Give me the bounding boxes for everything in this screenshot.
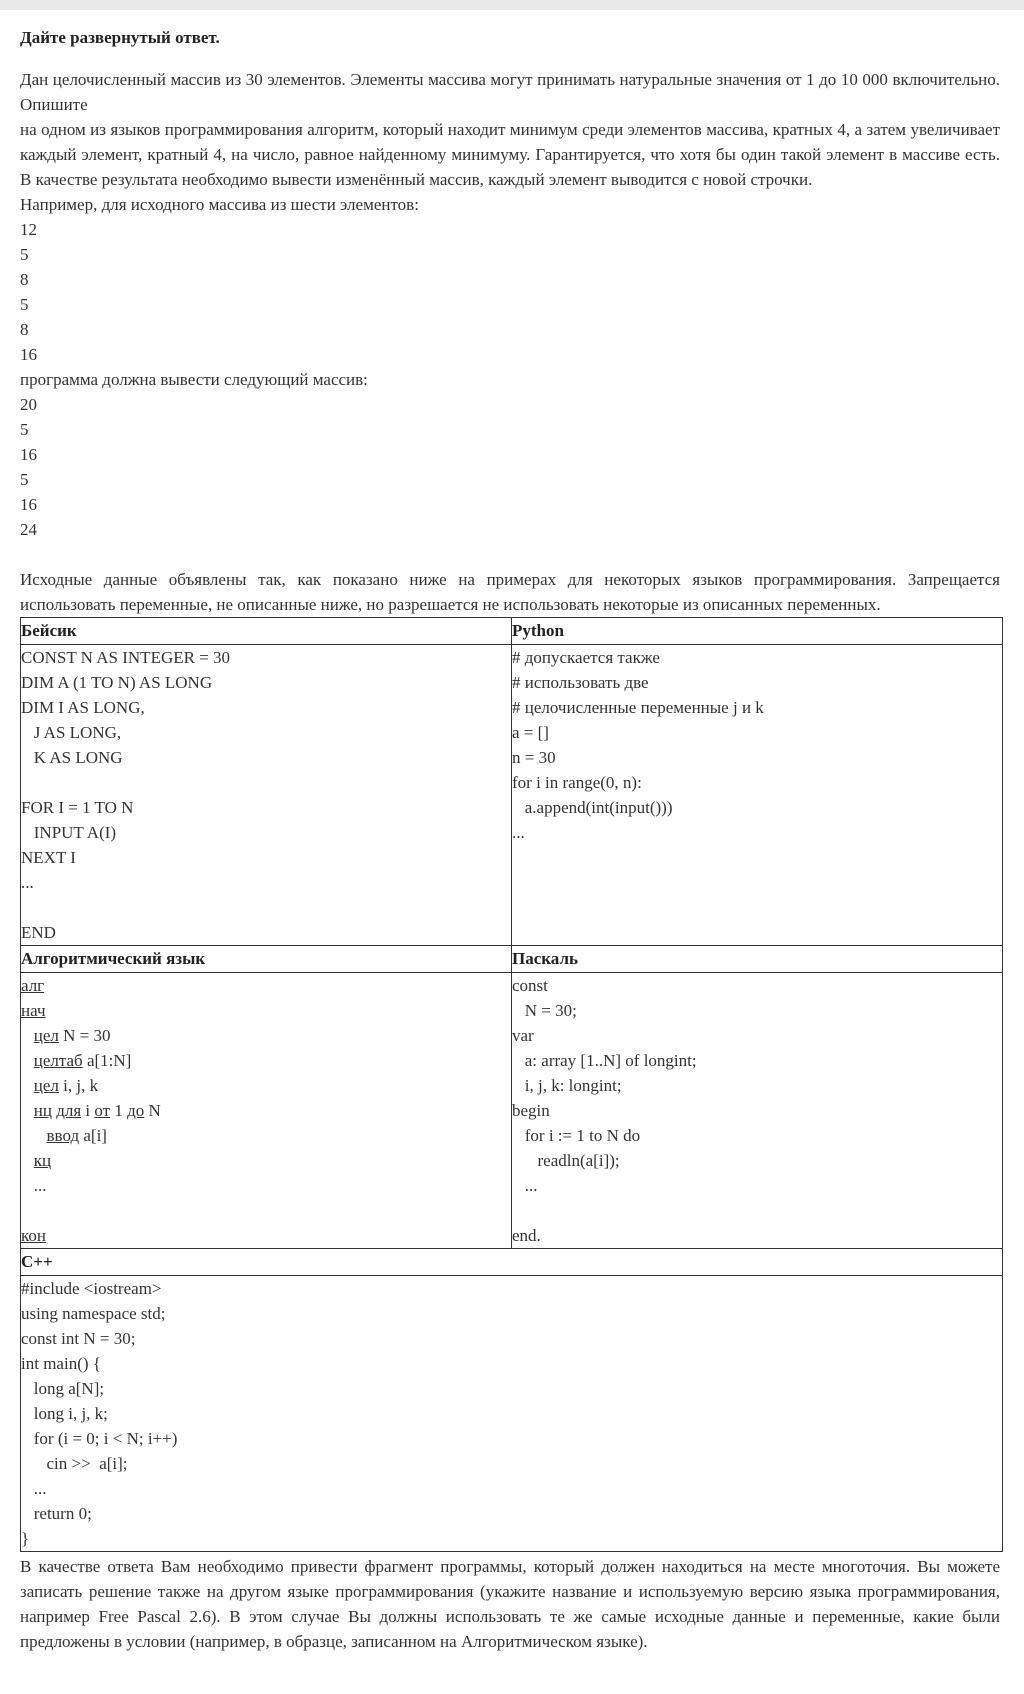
- alg-title: Алгоритмический язык: [21, 949, 206, 968]
- indent: [21, 1151, 34, 1170]
- example-input-value: 5: [20, 245, 29, 264]
- indent: [21, 1051, 34, 1070]
- code-line: [21, 1198, 511, 1223]
- code-line: for i := 1 to N do: [512, 1126, 641, 1145]
- code-line: var: [512, 1026, 534, 1045]
- code-line: a: array [1..N] of longint;: [512, 1051, 697, 1070]
- indent: [21, 1076, 34, 1095]
- code-table: [20, 617, 1003, 1552]
- python-code-cell: [512, 645, 1003, 946]
- example-input-value: 12: [20, 220, 37, 239]
- task-content: [20, 26, 1000, 1654]
- code-line: [21, 1223, 511, 1248]
- alg-code-cell: [21, 973, 512, 1249]
- example-output-value: 5: [20, 470, 29, 489]
- code-text: 1: [110, 1101, 128, 1120]
- code-line: long i, j, k;: [21, 1404, 108, 1423]
- cpp-title: C++: [21, 1252, 53, 1271]
- code-line: [21, 1098, 511, 1123]
- code-line: # целочисленные переменные j и k: [512, 698, 764, 717]
- keyword: кц: [33, 1151, 52, 1170]
- cpp-code-cell: [21, 1276, 1003, 1552]
- pascal-code-cell: [512, 973, 1003, 1249]
- indent: [21, 1126, 47, 1145]
- keyword: алг: [21, 976, 45, 995]
- top-strip: [0, 0, 1024, 10]
- code-line: ...: [512, 823, 525, 842]
- code-line: return 0;: [21, 1504, 92, 1523]
- keyword: от: [94, 1101, 111, 1120]
- example-output-value: 16: [20, 495, 37, 514]
- example-input-value: 8: [20, 270, 29, 289]
- code-line: END: [21, 923, 56, 942]
- intro-line-1: Дан целочисленный массив из 30 элементов. Элементы массива могут принимать натуральные значения от 1 до 10 000 включительно. Опишите: [20, 70, 1000, 114]
- basic-header-cell: [21, 618, 512, 645]
- keyword: целтаб: [33, 1051, 83, 1070]
- code-line: using namespace std;: [21, 1304, 166, 1323]
- code-line: DIM A (1 TO N) AS LONG: [21, 673, 213, 692]
- code-text: a[1:N]: [82, 1051, 132, 1070]
- code-line: N = 30;: [512, 1001, 577, 1020]
- code-line: [21, 998, 511, 1023]
- python-header-cell: [512, 618, 1003, 645]
- intro-line-2: на одном из языков программирования алгоритм, который находит минимум среди элементов массива, кратных 4, а затем увеличивает каждый элемент, кратный 4, на число, равное найденному минимуму. Гарантируется, что хотя бы один такой элемент в массиве есть. В качестве результата необходимо вывести изменённый массив, каждый элемент выводится с новой строчки.: [20, 120, 1000, 189]
- code-line: J AS LONG,: [21, 723, 122, 742]
- code-line: for (i = 0; i < N; i++): [21, 1429, 178, 1448]
- code-line: [512, 1198, 1002, 1223]
- code-line: const int N = 30;: [21, 1329, 136, 1348]
- code-line: NEXT I: [21, 848, 76, 867]
- basic-code-cell: [21, 645, 512, 946]
- example-output-value: 20: [20, 395, 37, 414]
- code-line: DIM I AS LONG,: [21, 698, 145, 717]
- code-line: CONST N AS INTEGER = 30: [21, 648, 231, 667]
- code-text: N: [144, 1101, 161, 1120]
- code-line: n = 30: [512, 748, 556, 767]
- keyword: цел: [33, 1026, 59, 1045]
- example-input-value: 16: [20, 345, 37, 364]
- code-line: INPUT A(I): [21, 823, 117, 842]
- example-input-value: 8: [20, 320, 29, 339]
- blank-gap: [20, 542, 1000, 567]
- code-text: i: [81, 1101, 95, 1120]
- example-input-list: [20, 217, 1000, 367]
- pascal-header-cell: [512, 946, 1003, 973]
- example-output-value: 16: [20, 445, 37, 464]
- code-line: cin >> a[i];: [21, 1454, 128, 1473]
- code-line: }: [21, 1529, 30, 1548]
- code-line: const: [512, 976, 548, 995]
- answer-instructions: В качестве ответа Вам необходимо привести фрагмент программы, который должен находиться на месте многоточия. Вы можете записать решение также на другом языке программирования (укажите название и используемую версию языка программирования, например Free Pascal 2.6). В этом случае Вы должны использовать те же самые исходные данные и переменные, какие были предложены в условии (например, в образце, записанном на Алгоритмическом языке).: [20, 1557, 1000, 1651]
- example-output-value: 24: [20, 520, 37, 539]
- keyword: цел: [33, 1076, 59, 1095]
- python-title: Python: [512, 621, 564, 640]
- indent: [21, 1026, 34, 1045]
- code-text: N = 30: [58, 1026, 111, 1045]
- code-line: [21, 1048, 511, 1073]
- example-output-value: 5: [20, 420, 29, 439]
- example-intro: Например, для исходного массива из шести элементов:: [20, 195, 419, 214]
- code-line: [21, 895, 511, 920]
- indent: [21, 1101, 34, 1120]
- code-line: a.append(int(input())): [512, 798, 673, 817]
- code-line: readln(a[i]);: [512, 1151, 620, 1170]
- code-line: ...: [21, 873, 34, 892]
- code-line: [21, 770, 511, 795]
- code-line: a = []: [512, 723, 549, 742]
- keyword: нц: [33, 1101, 52, 1120]
- code-text: a[i]: [79, 1126, 107, 1145]
- code-line: [21, 1073, 511, 1098]
- declarations-text: Исходные данные объявлены так, как показано ниже на примерах для некоторых языков программирования. Запрещается использовать переменные, не описанные ниже, но разрешается не использовать некоторые из описанных переменных.: [20, 570, 1000, 614]
- code-line: [21, 973, 511, 998]
- example-output-list: [20, 392, 1000, 542]
- code-line: #include <iostream>: [21, 1279, 162, 1298]
- keyword: кон: [21, 1226, 46, 1245]
- code-line: [21, 1148, 511, 1173]
- code-line: begin: [512, 1101, 550, 1120]
- code-line: # использовать две: [512, 673, 649, 692]
- code-line: [21, 1123, 511, 1148]
- pascal-title: Паскаль: [512, 949, 578, 968]
- code-line: end.: [512, 1226, 541, 1245]
- code-line: FOR I = 1 TO N: [21, 798, 134, 817]
- code-line: ...: [21, 1176, 47, 1195]
- code-line: for i in range(0, n):: [512, 773, 642, 792]
- code-line: long a[N];: [21, 1379, 105, 1398]
- alg-header-cell: [21, 946, 512, 973]
- keyword: для: [56, 1101, 82, 1120]
- code-line: ...: [512, 1176, 538, 1195]
- code-line: int main() {: [21, 1354, 101, 1373]
- code-text: i, j, k: [58, 1076, 99, 1095]
- keyword: нач: [21, 1001, 46, 1020]
- code-line: ...: [21, 1479, 47, 1498]
- example-input-value: 5: [20, 295, 29, 314]
- task-heading: Дайте развернутый ответ.: [20, 28, 220, 47]
- code-line: # допускается также: [512, 648, 660, 667]
- cpp-header-cell: [21, 1249, 1003, 1276]
- keyword: ввод: [46, 1126, 80, 1145]
- code-line: i, j, k: longint;: [512, 1076, 622, 1095]
- output-intro: программа должна вывести следующий массив:: [20, 370, 368, 389]
- keyword: до: [127, 1101, 145, 1120]
- basic-title: Бейсик: [21, 621, 77, 640]
- code-line: [21, 1023, 511, 1048]
- code-line: K AS LONG: [21, 748, 123, 767]
